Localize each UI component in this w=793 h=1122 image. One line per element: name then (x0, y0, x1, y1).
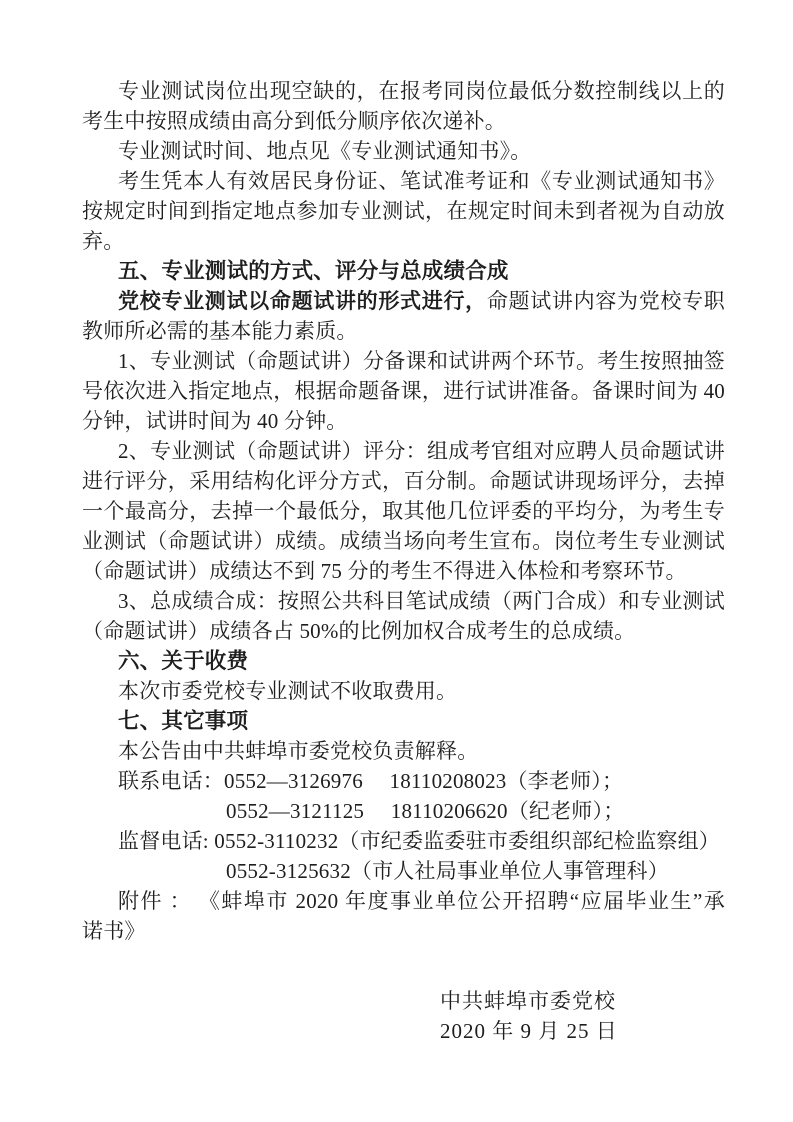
paragraph-line: 进行评分，采用结构化评分方式，百分制。命题试讲现场评分，去掉 (82, 469, 725, 493)
paragraph-line: 考生中按照成绩由高分到低分顺序依次递补。 (82, 109, 506, 133)
signature-org: 中共蚌埠市委党校 (440, 989, 616, 1013)
paragraph-line: 3、总成绩合成：按照公共科目笔试成绩（两门合成）和专业测试 (118, 589, 725, 613)
section-6-heading: 六、关于收费 (118, 649, 249, 673)
section-5-heading: 五、专业测试的方式、评分与总成绩合成 (118, 259, 509, 283)
attachment-line-2: 诺书》 (82, 919, 146, 943)
paragraph-line: 本公告由中共蚌埠市委党校负责解释。 (118, 739, 479, 763)
paragraph-line: 专业测试岗位出现空缺的，在报考同岗位最低分数控制线以上的 (118, 79, 725, 103)
attachment-line: 附件 ： 《蚌埠市 2020 年度事业单位公开招聘“应届毕业生”承 (118, 889, 725, 913)
paragraph-line: 号依次进入指定地点，根据命题备课，进行试讲准备。备课时间为 40 (82, 379, 725, 403)
paragraph-line (82, 286, 725, 316)
signature-block (82, 986, 725, 1046)
signature-date: 2020 年 9 月 25 日 (440, 1019, 618, 1043)
supervision-phone-line-2: 0552-3125632（市人社局事业单位人事管理科） (226, 859, 669, 883)
contact-phone-line-2: 0552—3121125 18110206620（纪老师）； (226, 799, 625, 823)
paragraph-line: 专业测试时间、地点见《专业测试通知书》。 (118, 139, 532, 163)
paragraph-line: 业测试（命题试讲）成绩。成绩当场向考生宣布。岗位考生专业测试 (82, 529, 725, 553)
paragraph-line: 1、专业测试（命题试讲）分备课和试讲两个环节。考生按照抽签 (118, 349, 725, 373)
paragraph-line: 弃。 (82, 229, 125, 253)
paragraph-line: 一个最高分，去掉一个最低分，取其他几位评委的平均分，为考生专 (82, 499, 725, 523)
paragraph-line: 分钟，试讲时间为 40 分钟。 (82, 409, 348, 433)
paragraph-line: 按规定时间到指定地点参加专业测试，在规定时间未到者视为自动放 (82, 199, 725, 223)
paragraph-line: 本次市委党校专业测试不收取费用。 (118, 679, 458, 703)
paragraph-line: （命题试讲）成绩达不到 75 分的考生不得进入体检和考察环节。 (82, 559, 687, 583)
paragraph-line: （命题试讲）成绩各占 50%的比例加权合成考生的总成绩。 (82, 619, 636, 643)
regular-run: 命题试讲内容为党校专职 (486, 289, 726, 313)
section-7-heading: 七、其它事项 (118, 709, 249, 733)
paragraph-line: 2、专业测试（命题试讲）评分：组成考官组对应聘人员命题试讲 (118, 439, 725, 463)
document-body (82, 76, 725, 1046)
bold-run: 党校专业测试以命题试讲的形式进行， (118, 290, 487, 313)
supervision-phone-line: 监督电话: 0552-3110232（市纪委监委驻市委组织部纪检监察组） (118, 829, 720, 853)
contact-phone-line: 联系电话：0552—3126976 18110208023（李老师）； (118, 769, 624, 793)
paragraph-line: 考生凭本人有效居民身份证、笔试准考证和《专业测试通知书》 (118, 169, 725, 193)
paragraph-line: 教师所必需的基本能力素质。 (82, 319, 358, 343)
